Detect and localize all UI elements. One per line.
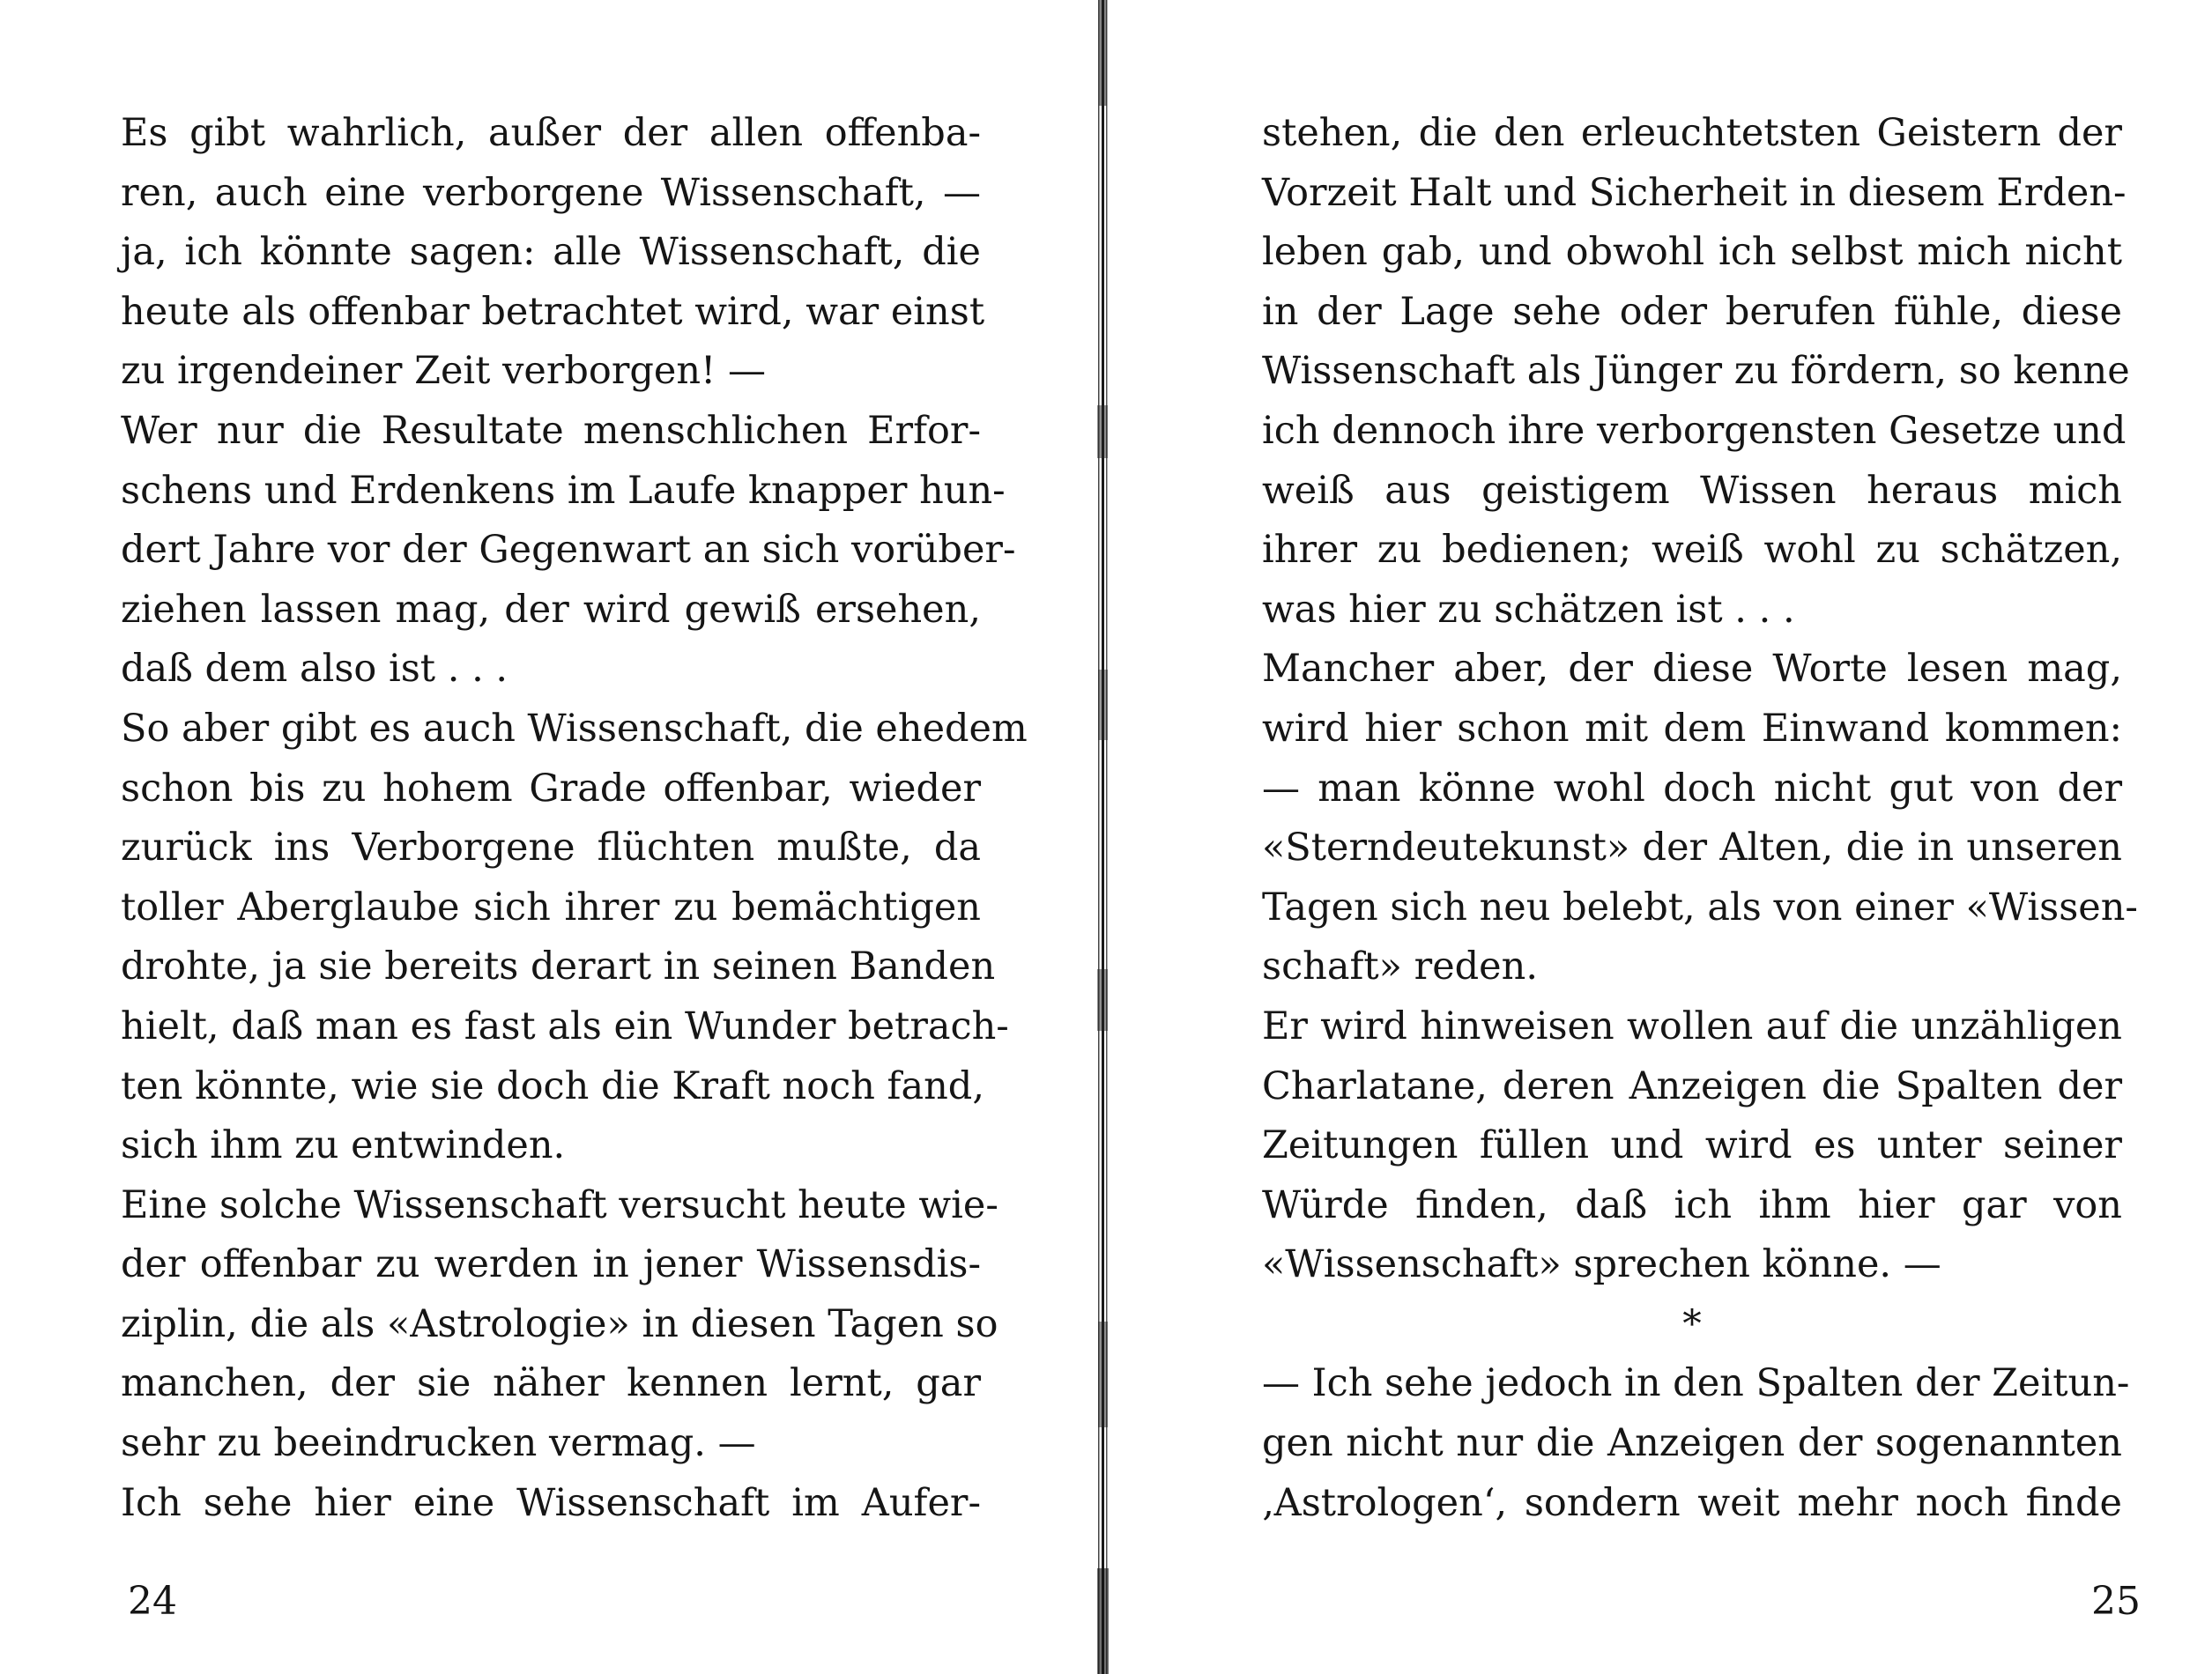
text-line: der offenbar zu werden in jener Wissensdis-	[121, 1242, 981, 1287]
section-break-asterisk: *	[1682, 1301, 1702, 1346]
page-number-right: 25	[2091, 1579, 2141, 1624]
text-line: Vorzeit Halt und Sicherheit in diesem Erden-	[1262, 170, 2127, 215]
text-line: zu irgendeiner Zeit verborgen! —	[121, 349, 766, 394]
text-line: Er wird hinweisen wollen auf die unzähligen	[1262, 1004, 2122, 1048]
text-line: leben gab, und obwohl ich selbst mich nicht	[1262, 230, 2122, 275]
text-line: ziplin, die als «Astrologie» in diesen Tagen so	[121, 1301, 998, 1346]
text-line: sehr zu beeindrucken vermag. —	[121, 1421, 756, 1466]
text-line: in der Lage sehe oder berufen fühle, diese	[1262, 289, 2122, 334]
text-line: zurück ins Verborgene flüchten mußte, da	[121, 826, 981, 870]
text-line: Würde finden, daß ich ihm hier gar von	[1262, 1182, 2122, 1227]
text-line: ihrer zu bedienen; weiß wohl zu schätzen,	[1262, 528, 2122, 573]
text-line: ten könnte, wie sie doch die Kraft noch fand,	[121, 1063, 984, 1108]
right-page	[1119, 0, 2212, 1674]
text-line: toller Aberglaube sich ihrer zu bemächtigen	[121, 885, 981, 930]
text-line: ich dennoch ihre verborgensten Gesetze und	[1262, 408, 2127, 453]
text-line: ziehen lassen mag, der wird gewiß ersehen,	[121, 587, 981, 632]
text-line: Wissenschaft als Jünger zu fördern, so kenne	[1262, 349, 2130, 394]
text-line: — man könne wohl doch nicht gut von der	[1262, 766, 2122, 811]
left-page-text	[121, 104, 1028, 1533]
text-line: Ich sehe hier eine Wissenschaft im Aufer-	[121, 1480, 981, 1525]
text-line: manchen, der sie näher kennen lernt, gar	[121, 1361, 981, 1406]
text-line: Zeitungen füllen und wird es unter seiner	[1262, 1123, 2122, 1168]
book-gutter	[1086, 0, 1121, 1674]
text-line: schens und Erdenkens im Laufe knapper hun-	[121, 468, 1006, 513]
text-line: Eine solche Wissenschaft versucht heute wie-	[121, 1182, 998, 1227]
text-line: ‚Astrologen‘, sondern weit mehr noch finde	[1262, 1480, 2122, 1525]
text-line: Wer nur die Resultate menschlichen Erfor-	[121, 408, 981, 453]
text-line: — Ich sehe jedoch in den Spalten der Zeitun-	[1262, 1361, 2130, 1406]
text-line: gen nicht nur die Anzeigen der sogenannten	[1262, 1421, 2122, 1466]
text-line: Charlatane, deren Anzeigen die Spalten der	[1262, 1063, 2122, 1108]
text-line: sich ihm zu entwinden.	[121, 1123, 566, 1168]
text-line: schaft» reden.	[1262, 944, 1538, 989]
text-line: Es gibt wahrlich, außer der allen offenba-	[121, 111, 981, 155]
text-line: wird hier schon mit dem Einwand kommen:	[1262, 706, 2122, 751]
text-line: ren, auch eine verborgene Wissenschaft, —	[121, 170, 981, 215]
text-line: «Wissenschaft» sprechen könne. —	[1262, 1242, 1941, 1287]
text-line: daß dem also ist . . .	[121, 647, 508, 692]
text-line: hielt, daß man es fast als ein Wunder betrach-	[121, 1004, 1009, 1048]
text-line: dert Jahre vor der Gegenwart an sich vorüber-	[121, 528, 1016, 573]
left-page	[0, 0, 1093, 1674]
text-line: heute als offenbar betrachtet wird, war einst	[121, 289, 985, 334]
text-line: was hier zu schätzen ist . . .	[1262, 587, 1795, 632]
text-line: Tagen sich neu belebt, als von einer «Wissen-	[1262, 885, 2138, 930]
text-line: schon bis zu hohem Grade offenbar, wieder	[121, 766, 981, 811]
text-line: So aber gibt es auch Wissenschaft, die ehedem	[121, 706, 1028, 751]
text-line: drohte, ja sie bereits derart in seinen Banden	[121, 944, 996, 989]
text-line: Mancher aber, der diese Worte lesen mag,	[1262, 647, 2122, 692]
text-line: ja, ich könnte sagen: alle Wissenschaft, die	[121, 230, 981, 275]
right-page-text	[1262, 104, 2138, 1533]
text-line: «Sterndeutekunst» der Alten, die in unseren	[1262, 826, 2122, 870]
page-number-left: 24	[128, 1579, 177, 1624]
text-line: weiß aus geistigem Wissen heraus mich	[1262, 468, 2122, 513]
text-line: stehen, die den erleuchtetsten Geistern der	[1262, 111, 2122, 155]
